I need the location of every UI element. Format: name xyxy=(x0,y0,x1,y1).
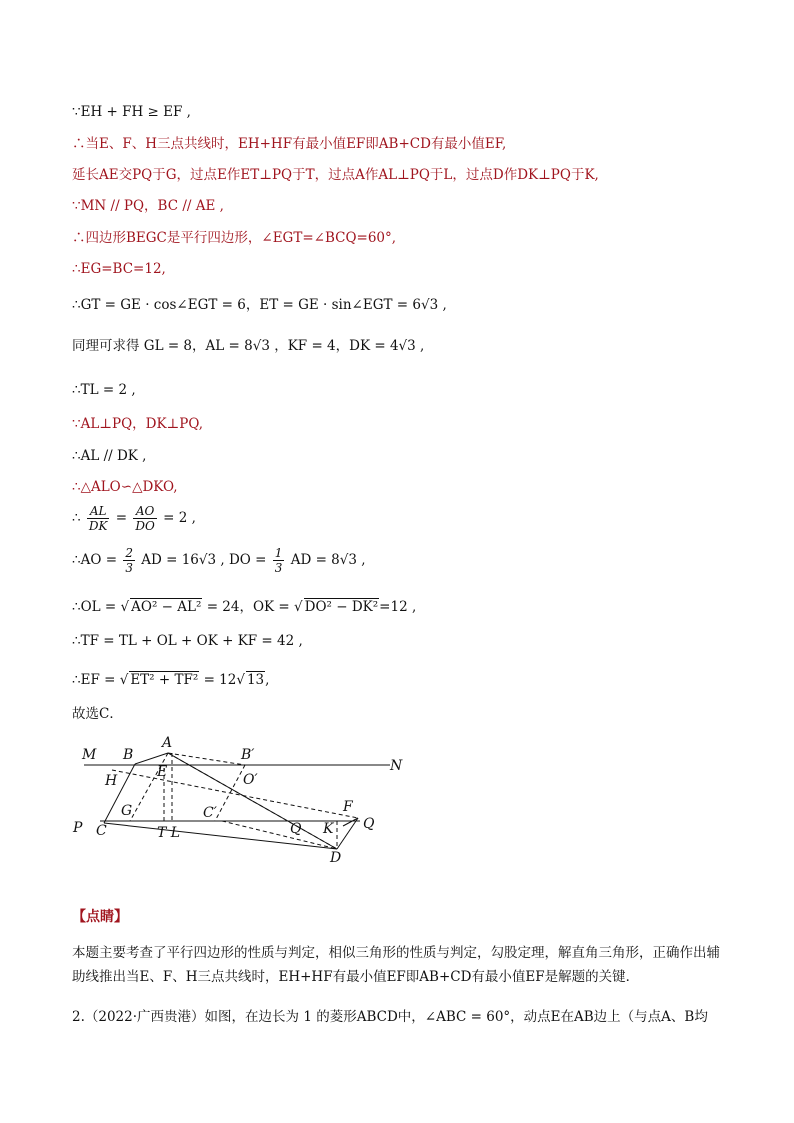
text-line-12: ∴△ALO∽△DKO, xyxy=(72,479,178,495)
next-problem: 2.（2022·广西贵港）如图，在边长为 1 的菱形ABCD中，∠ABC = 60°，动点E在AB边上（与点A、B均 xyxy=(72,1009,708,1025)
label-c: C xyxy=(96,823,107,839)
dashed-hf xyxy=(112,770,358,818)
label-cp: C′ xyxy=(203,805,217,821)
text-line-4: ∵MN // PQ，BC // AE , xyxy=(72,198,224,214)
equation-ol: ∴OL = √ AO² − AL² = 24，OK = √ DO² − DK²=12 , xyxy=(72,599,417,615)
label-h: H xyxy=(105,773,118,789)
text-line-2: ∴当E、F、H三点共线时，EH+HF有最小值EF即AB+CD有最小值EF, xyxy=(72,136,507,152)
label-f: F xyxy=(343,799,353,815)
geometry-figure xyxy=(60,728,420,868)
text-line-5: ∴四边形BEGC是平行四边形，∠EGT=∠BCQ=60°, xyxy=(72,230,397,246)
text-line-1: ∵EH + FH ≥ EF , xyxy=(72,104,191,120)
label-b: B xyxy=(123,747,134,763)
segment-cd xyxy=(104,823,337,849)
label-d: D xyxy=(330,850,342,866)
label-a: A xyxy=(162,735,173,751)
comment-text: 本题主要考查了平行四边形的性质与判定，相似三角形的性质与判定，勾股定理，解直角三角形，正确作出辅助线推出当E、F、H三点共线时，EH+HF有最小值EF即AB+CD有最小值EF是解题的关键． xyxy=(72,945,720,985)
label-tl: T L xyxy=(157,825,181,841)
label-q: Q xyxy=(363,816,375,832)
label-g: G xyxy=(121,803,133,819)
text-line-11: ∴AL // DK , xyxy=(72,448,147,464)
dashed-bc xyxy=(215,765,245,821)
label-p: P xyxy=(73,820,83,836)
label-k: K xyxy=(323,821,334,837)
equation-ef: ∴EF = √ ET² + TF² = 12√ 13, xyxy=(72,672,270,688)
text-line-7: ∴GT = GE · cos∠EGT = 6，ET = GE · sin∠EGT = 6√3 , xyxy=(72,297,447,313)
equation-ao: ∴AO = $\frac{2}{3}$ AD = 16√3 , DO = $\frac{1}{3}$ AD = 8√3 , xyxy=(72,546,366,575)
dashed-cpd xyxy=(222,821,337,849)
text-line-3: 延长AE交PQ于G，过点E作ET⊥PQ于T，过点A作AL⊥PQ于L，过点D作DK⊥PQ于K, xyxy=(72,167,599,183)
text-line-8: 同理可求得 GL = 8，AL = 8√3 ，KF = 4，DK = 4√3 , xyxy=(72,338,425,354)
label-m: M xyxy=(82,747,97,763)
conclusion: 故选C． xyxy=(72,706,123,722)
label-bp: B′ xyxy=(241,747,255,763)
label-e: E xyxy=(157,764,168,780)
comment-heading: 【点睛】 xyxy=(72,909,128,925)
equation-ratio: ∴ $\frac{AL}{DK}$ = $\frac{AO}{DO}$ = 2 , xyxy=(72,504,196,533)
text-line-10: ∵AL⊥PQ，DK⊥PQ, xyxy=(72,416,204,432)
equation-tf: ∴TF = TL + OL + OK + KF = 42 , xyxy=(72,633,303,649)
text-line-6: ∴EG=BC=12, xyxy=(72,261,166,277)
segment-df xyxy=(337,818,358,849)
text-line-9: ∴TL = 2 , xyxy=(72,382,136,398)
label-op: O′ xyxy=(243,772,258,788)
label-n: N xyxy=(390,758,403,774)
label-q-inner: Q xyxy=(290,821,302,837)
